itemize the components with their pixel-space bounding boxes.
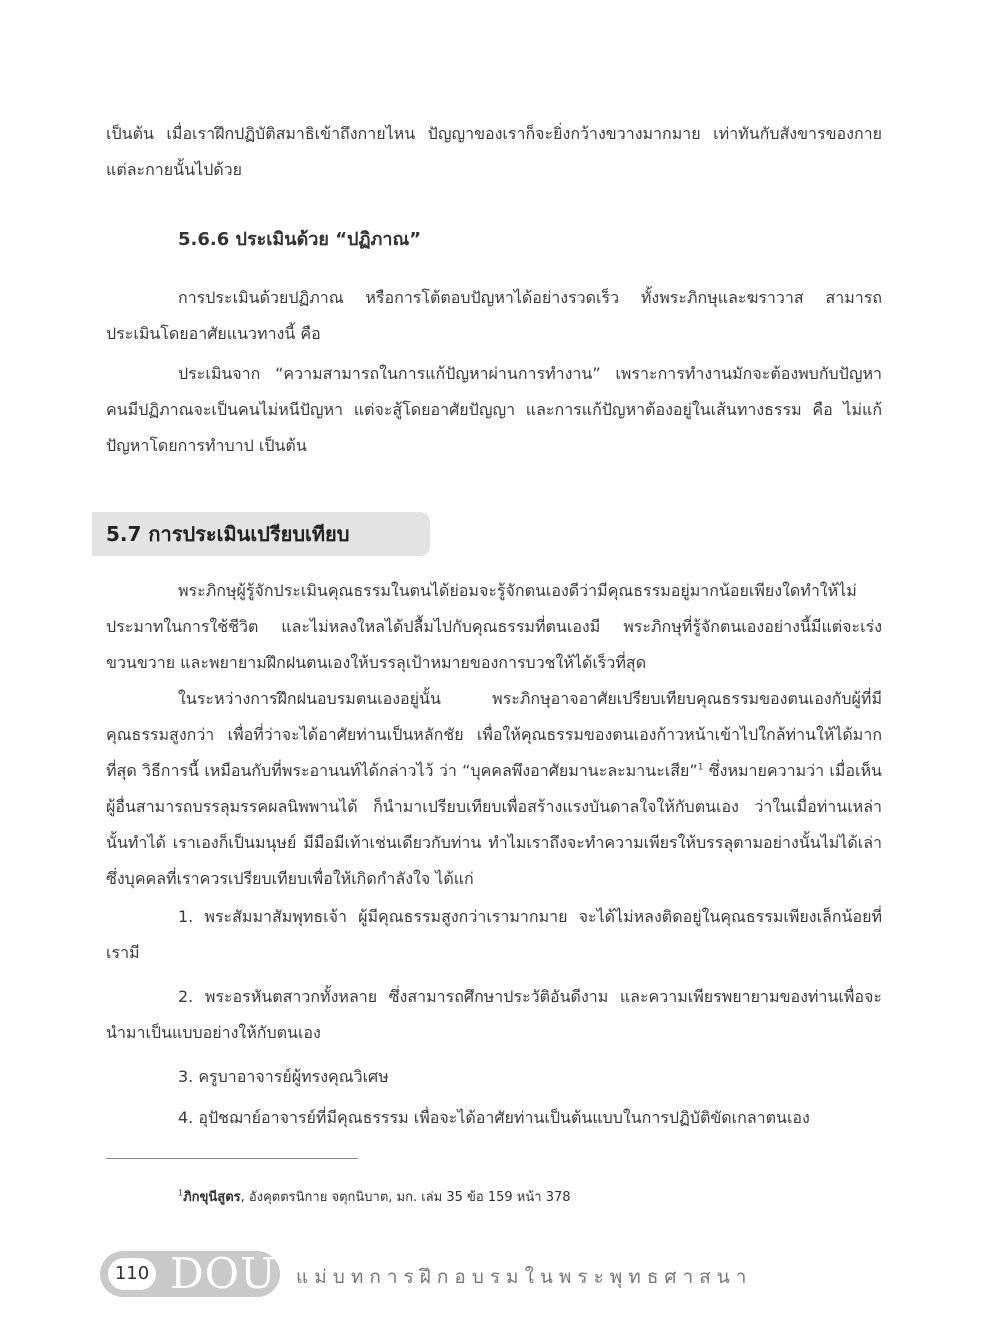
paragraph-problem-solving: ประเมินจาก “ความสามารถในการแก้ปัญหาผ่านการทำงาน” เพราะการทำงานมักจะต้องพบกับปัญหา คนมีปฏิภาณจะเป็นคนไม่หนีปัญหา แต่จะสู้โดยอาศัยปัญญา และการแก้ปัญหาต้องอยู่ในเส้นทางธรรม คือ ไม่แก้ปัญหาโดยการทำบาป เป็นต้น (106, 364, 882, 455)
paragraph-comparison-text-continued: ซึ่งหมายความว่า เมื่อเห็นผู้อื่นสามารถบรรลุมรรคผลนิพพานได้ ก็นำมาเปรียบเทียบเพื่อสร้างแรงบันดาลใจให้กับตนเอง ว่าในเมื่อท่านเหล่านั้นทำได้ เราเองก็เป็นมนุษย์ มีมือมีเท้าเช่นเดียวกับท่าน ทำไมเราถึงจะทำความเพียรให้บรรลุตามอย่างนั้นไม่ได้เล่า ซึ่งบุคคลที่เราควรเปรียบเทียบเพื่อให้เกิดกำลังใจ ได้แก่ (106, 761, 882, 888)
list-item: 2. พระอรหันตสาวกทั้งหลาย ซึ่งสามารถศึกษาประวัติอันดีงาม และความเพียรพยายามของท่านเพื่อจะนำมาเป็นแบบอย่างให้กับตนเอง (106, 987, 882, 1042)
paragraph-comparison-text: ในระหว่างการฝึกฝนอบรมตนเองอยู่นั้น พระภิกษุอาจอาศัยเปรียบเทียบคุณธรรมของตนเองกับผู้ที่มีคุณธรรมสูงกว่า เพื่อที่ว่าจะได้อาศัยท่านเป็นหลักชัย เพื่อให้คุณธรรมของตนเองก้าวหน้าเข้าไปใกล้ท่านให้ได้มากที่สุด วิธีการนี้ เหมือนกับที่พระอานนท์ได้กล่าวไว้ ว่า “บุคคลพึงอาศัยมานะละมานะเสีย” (106, 689, 882, 780)
book-title: แม่บทการฝึกอบรมในพระพุทธศาสนา (296, 1266, 753, 1288)
dou-logo: DOU (170, 1249, 277, 1298)
list-item: 4. อุปัชฌาย์อาจารย์ที่มีคุณธรรรม เพื่อจะได้อาศัยท่านเป็นต้นแบบในการปฏิบัติขัดเกลาตนเอง (178, 1108, 810, 1127)
paragraph-comparison (106, 681, 882, 897)
section-heading: 5.7 การประเมินเปรียบเทียบ (106, 522, 350, 546)
footnote-reference[interactable]: 1 (697, 762, 704, 773)
footnote-source-details: , อังคุตตรนิกาย จตุกนิบาต, มก. เล่ม 35 ข้อ 159 หน้า 378 (240, 1190, 571, 1205)
footnote-divider (106, 1158, 358, 1159)
page-number: 110 (108, 1258, 156, 1290)
list-item: 3. ครูบาอาจารย์ผู้ทรงคุณวิเศษ (178, 1067, 389, 1086)
footnote (178, 1186, 571, 1207)
list-item: 1. พระสัมมาสัมพุทธเจ้า ผู้มีคุณธรรมสูงกว่าเรามากมาย จะได้ไม่หลงติดอยู่ในคุณธรรมเพียงเล็กน้อยที่เรามี (106, 907, 882, 962)
subsection-heading: 5.6.6 ประเมินด้วย “ปฏิภาณ” (178, 229, 422, 250)
footnote-source-title: ภิกขุนีสูตร (183, 1190, 241, 1205)
footnote-number: 1 (178, 1188, 184, 1198)
paragraph-self-assessment: พระภิกษุผู้รู้จักประเมินคุณธรรมในตนได้ย่อมจะรู้จักตนเองดีว่ามีคุณธรรมอยู่มากน้อยเพียงใดทำให้ไม่ประมาทในการใช้ชีวิต และไม่หลงใหลได้ปลื้มไปกับคุณธรรมที่ตนเองมี พระภิกษุที่รู้จักตนเองอย่างนี้มีแต่จะเร่งขวนขวาย และพยายามฝึกฝนตนเองให้บรรลุเป้าหมายของการบวชให้ได้เร็วที่สุด (106, 581, 882, 672)
paragraph-patibhan: การประเมินด้วยปฏิภาณ หรือการโต้ตอบปัญหาได้อย่างรวดเร็ว ทั้งพระภิกษุและฆราวาส สามารถประเมินโดยอาศัยแนวทางนี้ คือ (106, 288, 882, 343)
paragraph-intro: เป็นต้น เมื่อเราฝึกปฏิบัติสมาธิเข้าถึงกายไหน ปัญญาของเราก็จะยิ่งกว้างขวางมากมาย เท่าทันกับสังขารของกายแต่ละกายนั้นไปด้วย (106, 124, 882, 179)
